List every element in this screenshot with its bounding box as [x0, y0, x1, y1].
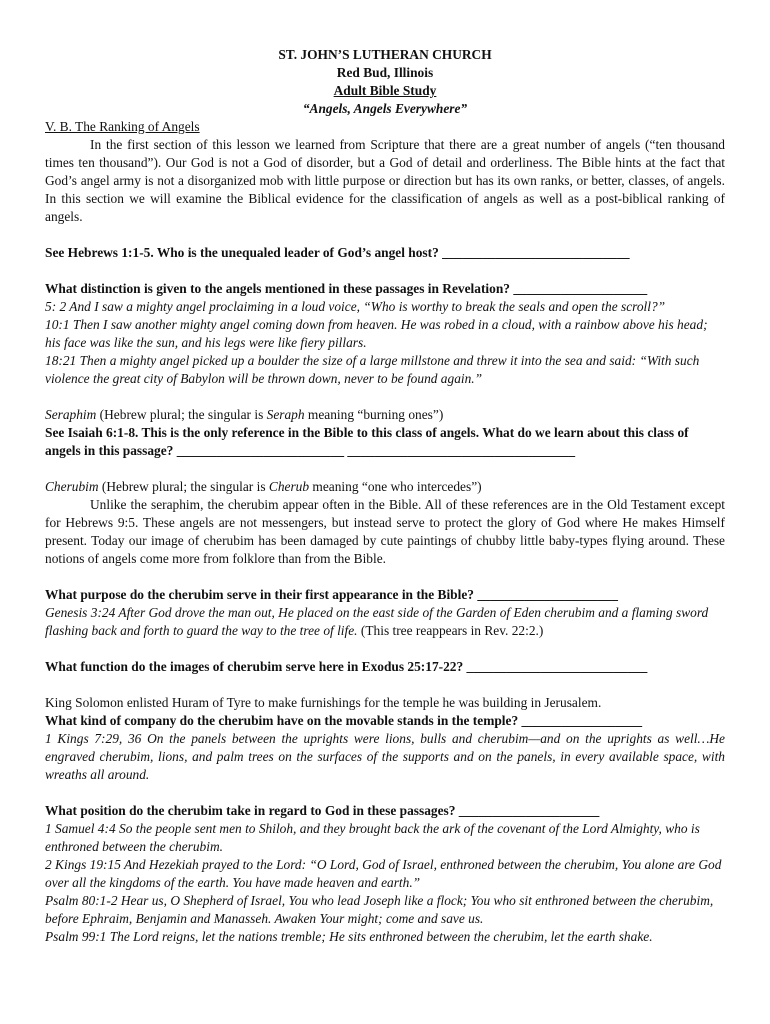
solomon-sentence: King Solomon enlisted Huram of Tyre to make furnishings for the temple he was building in Jerusalem. [45, 695, 602, 710]
passage-verse: Psalm 99:1 The Lord reigns, let the nations tremble; He sits enthroned between the cherubim, let the earth shake. [45, 929, 653, 944]
church-location: Red Bud, Illinois [336, 65, 434, 80]
question-hebrews: See Hebrews 1:1-5. Who is the unequaled leader of God’s angel host? ____________________________ [45, 245, 630, 260]
question-genesis: What purpose do the cherubim serve in their first appearance in the Bible? _____________________ [45, 587, 618, 602]
series-title: “Angels, Angels Everywhere” [302, 101, 468, 116]
question-isaiah: See Isaiah 6:1-8. This is the only reference in the Bible to this class of angels. What do we learn about this class of angels in this passage? _________________________ __________________________________ [45, 425, 689, 458]
revelation-verse: 10:1 Then I saw another mighty angel coming down from heaven. He was robed in a cloud, with a rainbow above his head; his face was like the sun, and his legs were like fiery pillars. [45, 317, 708, 350]
seraphim-definition: Seraphim (Hebrew plural; the singular is Seraph meaning “burning ones”) [45, 407, 444, 422]
section-title: V. B. The Ranking of Angels [45, 119, 200, 134]
study-title: Adult Bible Study [333, 83, 437, 98]
kings-verse: 1 Kings 7:29, 36 On the panels between the uprights were lions, bulls and cherubim—and on the uprights as well…He engraved cherubim, lions, and palm trees on the surfaces of the supports and on the panels, in every available space, with wreaths all around. [45, 731, 725, 782]
question-revelation: What distinction is given to the angels mentioned in these passages in Revelation? ____________________ [45, 281, 648, 296]
cherubim-definition: Cherubim (Hebrew plural; the singular is Cherub meaning “one who intercedes”) [45, 479, 482, 494]
passage-verse: Psalm 80:1-2 Hear us, O Shepherd of Israel, You who lead Joseph like a flock; You who sit enthroned between the cherubim, before Ephraim, Benjamin and Manasseh. Awaken Your might; come and save us. [45, 893, 714, 926]
passage-verse: 1 Samuel 4:4 So the people sent men to Shiloh, and they brought back the ark of the covenant of the Lord Almighty, who is enthroned between the cherubim. [45, 821, 700, 854]
cherubim-term: Cherubim [45, 479, 99, 494]
revelation-verse: 5: 2 And I saw a mighty angel proclaiming in a loud voice, “Who is worthy to break the seals and open the scroll?” [45, 299, 666, 314]
document-page [45, 46, 725, 946]
revelation-verse: 18:21 Then a mighty angel picked up a boulder the size of a large millstone and threw it into the sea and said: “With such violence the great city of Babylon will be thrown down, never to be found again.” [45, 353, 700, 386]
seraphim-term: Seraphim [45, 407, 97, 422]
church-name: ST. JOHN’S LUTHERAN CHURCH [278, 47, 492, 62]
cherubim-paragraph: Unlike the seraphim, the cherubim appear often in the Bible. All of these references are in the Old Testament except for Hebrews 9:5. These angels are not messengers, but instead serve to protect the glory of God where He makes Himself present. Today our image of cherubim has been damaged by cute paintings of chubby little baby-types flying around. These notions of angels come more from folklore than from the Bible. [45, 497, 725, 566]
question-temple-stands: What kind of company do the cherubim have on the movable stands in the temple? __________________ [45, 713, 643, 728]
question-exodus: What function do the images of cherubim serve here in Exodus 25:17-22? ___________________________ [45, 659, 648, 674]
genesis-verse: Genesis 3:24 After God drove the man out, He placed on the east side of the Garden of Eden cherubim and a flaming sword flashing back and forth to guard the way to the tree of life. (This tree reappears in Rev. 22:2.) [45, 605, 709, 638]
intro-paragraph: In the first section of this lesson we learned from Scripture that there are a great number of angels (“ten thousand times ten thousand”). Our God is not a God of disorder, but a God of detail and orderliness. The Bible hints at the fact that God’s angel army is not a disorganized mob with little purpose or direction but has its own ranks, or better, classes, of angels. In this section we will examine the Biblical evidence for the classification of angels as well as a post-biblical ranking of angels. [45, 137, 725, 224]
passage-verse: 2 Kings 19:15 And Hezekiah prayed to the Lord: “O Lord, God of Israel, enthroned between the cherubim, You alone are God over all the kingdoms of the earth. You have made heaven and earth.” [45, 857, 722, 890]
question-position: What position do the cherubim take in regard to God in these passages? _____________________ [45, 803, 600, 818]
